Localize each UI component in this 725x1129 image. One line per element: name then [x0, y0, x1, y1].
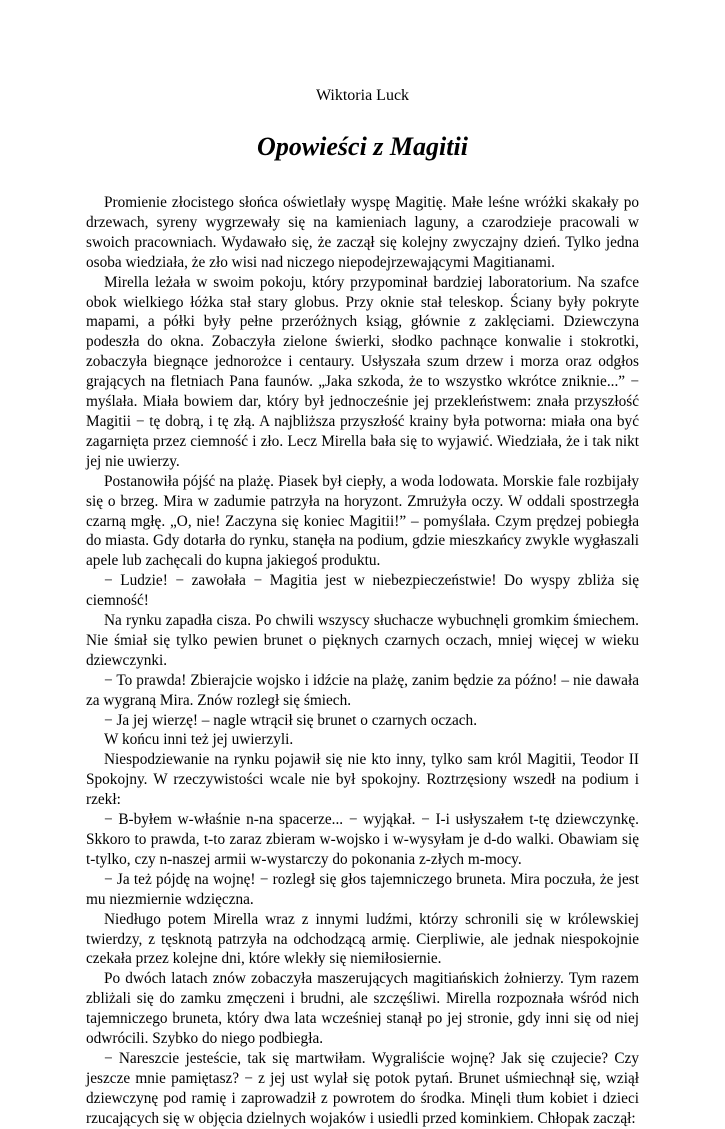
- paragraph: Promienie złocistego słońca oświetlały wyspę Magitię. Małe leśne wróżki skakały po drzewach, syreny wygrzewały się na kamieniach laguny, a czarodzieje pracowali w swoich pracowniach. Wydawało się, że zaczął się kolejny zwyczajny dzień. Tylko jedna osoba wiedziała, że zło wisi nad niczego niepodejrzewającymi Magitianami.: [86, 194, 639, 271]
- paragraph: W końcu inni też jej uwierzyli.: [104, 731, 294, 749]
- paragraph: − B-byłem w-właśnie n-na spacerze... − wyjąkał. − I-i usłyszałem t-tę dziewczynkę. Skkoro to prawda, t-to zaraz zbieram w-wojsko i w-wysyłam je d-do walki. Obawiam się t-tylko, czy n-naszej armii w-wystarczy do pokonania z-złych m-mocy.: [86, 811, 639, 868]
- paragraph: Na rynku zapadła cisza. Po chwili wszyscy słuchacze wybuchnęli gromkim śmiechem. Nie śmiał się tylko pewien brunet o pięknych czarnych oczach, mniej więcej w wieku dziewczynki.: [86, 612, 639, 669]
- author-name: Wiktoria Luck: [315, 87, 410, 104]
- paragraph: Niespodziewanie na rynku pojawił się nie kto inny, tylko sam król Magitii, Teodor II Spokojny. W rzeczywistości wcale nie był spokojny. Roztrzęsiony wszedł na podium i rzekł:: [86, 751, 639, 809]
- paragraph: − Nareszcie jesteście, tak się martwiłam. Wygraliście wojnę? Jak się czujecie? Czy jeszcze mnie pamiętasz? − z jej ust wylał się potok pytań. Brunet uśmiechnął się, wziął dziewczynę pod ramię i zaprowadził z powrotem do środka. Minęli tłum kobiet i dzieci rzucających się w objęcia dzielnych wojaków i usiedli przed kominkiem. Chłopak zaczął:: [86, 1049, 639, 1127]
- paragraph: Po dwóch latach znów zobaczyła maszerujących magitiańskich żołnierzy. Tym razem zbliżali się do zamku zmęczeni i brudni, ale szczęśliwi. Mirella rozpoznała wśród nich tajemniczego bruneta, który dwa lata wcześniej stanął po jej stronie, gdy inni się od niej odwrócili. Szybko do niego podbiegła.: [86, 970, 639, 1048]
- paragraph: − Ja jej wierzę! – nagle wtrącił się brunet o czarnych oczach.: [104, 711, 478, 729]
- story-title: Opowieści z Magitii: [257, 132, 468, 161]
- paragraph: Postanowiła pójść na plażę. Piasek był ciepły, a woda lodowata. Morskie fale rozbijały się o brzeg. Mira w zadumie patrzyła na horyzont. Zmrużyła oczy. W oddali spostrzegła czarną mgłę. „O, nie! Zaczyna się koniec Magitii!” – pomyślała. Czym prędzej pobiegła do miasta. Gdy dotarła do rynku, stanęła na podium, gdzie mieszkańcy zwykle wygłaszali apele lub zachęcali do kupna jakiegoś produktu.: [86, 472, 639, 570]
- paragraph: − Ludzie! − zawołała − Magitia jest w niebezpieczeństwie! Do wyspy zbliża się ciemność!: [86, 572, 639, 610]
- paragraph: − To prawda! Zbierajcie wojsko i idźcie na plażę, zanim będzie za późno! – nie dawała za wygraną Mira. Znów rozległ się śmiech.: [86, 671, 639, 709]
- paragraph: Niedługo potem Mirella wraz z innymi ludźmi, którzy schronili się w królewskiej twierdzy, z tęsknotą patrzyła na odchodzącą armię. Cierpliwie, ale jednak niespokojnie czekała przez kolejne dni, które wlekły się niemiłosiernie.: [86, 910, 639, 968]
- paragraph: − Ja też pójdę na wojnę! − rozległ się głos tajemniczego bruneta. Mira poczuła, że jest mu niezmiernie wdzięczna.: [86, 870, 639, 908]
- paragraph: Mirella leżała w swoim pokoju, który przypominał bardziej laboratorium. Na szafce obok wielkiego łóżka stał stary globus. Przy oknie stał teleskop. Ściany były pokryte mapami, a półki były pełne przeróżnych ksiąg, głównie z zaklęciami. Dziewczyna podeszła do okna. Zobaczyła zielone świerki, słodko pachnące konwalie i stokrotki, zobaczyła biegnące jednorożce i centaury. Usłyszała szum drzew i morza oraz odgłos grających na fletniach Pana faunów. „Jaka szkoda, że to wszystko wkrótce zniknie...” − myślała. Miała bowiem dar, który był jednocześnie jej przekleństwem: znała przyszłość Magitii − tę dobrą, i tę złą. A najbliższa przyszłość krainy była potworna: miała ona być zagarnięta przez ciemność i zło. Lecz Mirella bała się to wyjawić. Wiedziała, że i tak nikt jej nie uwierzy.: [86, 273, 639, 470]
- story-body: [86, 193, 639, 1129]
